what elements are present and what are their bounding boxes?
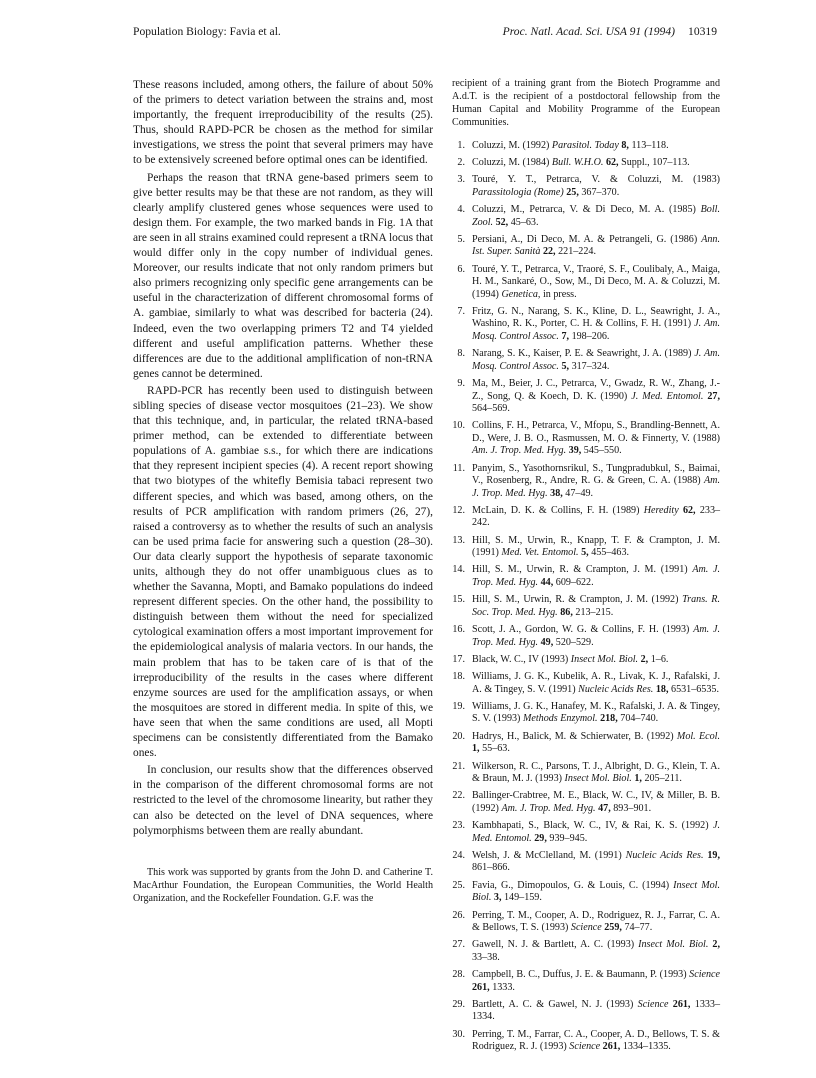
running-title: Population Biology: Favia et al. [133, 25, 281, 38]
reference-item [452, 910, 720, 935]
reference-authors: Coluzzi, M., Petrarca, V. & Di Deco, M. A. (1985) [472, 204, 696, 216]
reference-source: Am. J. Trop. Med. Hyg. [472, 624, 721, 648]
reference-item [452, 850, 720, 875]
reference-pages: 233–242. [472, 504, 721, 529]
reference-number: 17. [452, 653, 465, 665]
reference-number: 29. [452, 998, 465, 1010]
reference-pages: 6531–6535. [671, 683, 719, 695]
reference-source: Parasitol. Today [551, 139, 619, 151]
reference-authors: Welsh, J. & McClelland, M. (1991) [472, 849, 622, 861]
reference-item [452, 820, 720, 845]
reference-pages: 520–529. [555, 636, 594, 648]
reference-pages: 1–6. [650, 653, 669, 665]
reference-number: 18. [452, 671, 465, 683]
reference-item [452, 140, 720, 153]
reference-source: J. Am. Mosq. Control Assoc. [472, 348, 720, 372]
reference-pages: 33–38. [472, 951, 500, 963]
reference-pages: 609–622. [555, 576, 594, 588]
reference-authors: Favia, G., Dimopoulos, G. & Louis, C. (1994) [472, 879, 670, 891]
reference-source: Bull. W.H.O. [551, 156, 604, 168]
reference-volume: 8, [621, 139, 629, 151]
reference-pages: 893–901. [613, 802, 652, 814]
reference-item [452, 157, 720, 170]
reference-number: 13. [452, 534, 465, 546]
reference-volume: 47, [598, 802, 611, 814]
reference-item [452, 701, 720, 726]
reference-item [452, 654, 720, 667]
reference-volume: 25, [566, 186, 579, 198]
reference-number: 28. [452, 969, 465, 981]
reference-pages: 367–370. [581, 186, 620, 198]
reference-authors: Hill, S. M., Urwin, R. & Crampton, J. M. (1992) [472, 594, 679, 606]
reference-volume: 44, [540, 576, 554, 588]
page-number: 10319 [688, 25, 717, 38]
reference-volume: 3, [493, 892, 502, 904]
reference-number: 15. [452, 594, 465, 606]
journal-citation: Proc. Natl. Acad. Sci. USA 91 (1994) [502, 25, 675, 38]
reference-number: 19. [452, 700, 465, 712]
reference-authors: Perring, T. M., Cooper, A. D., Rodriguez, R. J., Farrar, C. A. & Bellows, T. S. (1993) [472, 909, 720, 934]
reference-source: Insect Mol. Biol. [472, 879, 720, 904]
reference-volume: 39, [568, 445, 582, 457]
reference-volume: 38, [550, 487, 563, 499]
reference-number: 11. [452, 462, 465, 474]
reference-pages: 1334–1335. [622, 1041, 671, 1053]
reference-list [452, 140, 720, 1054]
reference-source: Am. J. Trop. Med. Hyg. [501, 802, 596, 814]
reference-authors: Touré, Y. T., Petrarca, V., Traoré, S. F., Coulibaly, A., Maiga, H. M., Sankaré, O., Sow, M., Di Deco, M. A. & Coluzzi, M. (1994) [472, 263, 720, 300]
reference-volume: 27, [707, 390, 720, 402]
reference-volume: 259, [604, 922, 622, 934]
paragraph: In conclusion, our results show that the differences observed in the comparison of the different chromosomal forms are not restricted to the level of the chromosome linearity, but rather they can also be detected on the level of DNA sequences, where polymorphisms between them are really abundant. [133, 764, 433, 837]
reference-pages: 205–211. [644, 773, 682, 785]
reference-item [452, 535, 720, 560]
reference-number: 7. [457, 305, 465, 317]
reference-item [452, 204, 720, 229]
reference-number: 24. [452, 849, 465, 861]
reference-authors: Hadrys, H., Balick, M. & Schierwater, B. (1992) [472, 730, 674, 742]
reference-pages: 545–550. [583, 445, 622, 457]
reference-volume: 86, [560, 606, 573, 618]
reference-number: 5. [457, 233, 465, 245]
reference-number: 14. [452, 564, 465, 576]
reference-item [452, 348, 720, 373]
reference-item [452, 731, 720, 756]
paragraph: RAPD-PCR has recently been used to distinguish between sibling species of disease vector mosquitoes (21–23). We show that this technique, and, in particular, the related tRNA-based primer method, can be extended to differentiate between populations of A. gambiae s.s., for which there are indications that they represent incipient species (4). A recent report showing that two biotypes of the whitefly Bemisia tabaci represent two different species, and which was based, among others, on the results of PCR amplification with random primers (26, 27), raised a controversy as to whether the results of such an analysis can be used prima facie for answering such a question (28–30). Our data clearly support the hypothesis of separate taxonomic units, although they do not offer unambiguous clues as to whether the Savanna, Mopti, and Bamako populations do indeed represent different species. On the other hand, the possibility to distinguish between them without the need for specialized cytological examination offers a most important improvement for the epidemiological analysis of malaria vectors. In our hands, the main problem that has to be taken care of is that of the irreproducibility of the results in the cases where different enzyme sources are used for the amplification assays, or when the mosquitoes are stored in different media. In spite of this, we have seen that when the same conditions are used, all Mopti specimens can be consistently differentiated from the Bamako ones. [133, 384, 433, 760]
reference-authors: Touré, Y. T., Petrarca, V. & Coluzzi, M. (1983) [472, 174, 720, 186]
reference-item [452, 790, 720, 815]
reference-authors: Fritz, G. N., Narang, S. K., Kline, D. L., Seawright, J. A., Washino, R. K., Porter, C. H. & Collins, F. H. (1991) [472, 305, 720, 330]
reference-number: 21. [452, 760, 465, 772]
reference-number: 12. [452, 504, 465, 516]
reference-item [452, 999, 720, 1024]
reference-number: 3. [457, 174, 465, 186]
reference-pages: 45–63. [510, 216, 539, 228]
reference-item [452, 420, 720, 458]
reference-pages: 55–63. [482, 743, 510, 755]
reference-number: 20. [452, 730, 465, 742]
reference-source: Ann. Ist. Super. Sanità [472, 233, 720, 258]
left-column [133, 78, 433, 905]
reference-authors: Collins, F. H., Petrarca, V., Mfopu, S., Brandling-Bennett, A. D., Were, J. B. O., Rasmussen, M. O. & Finnerty, V. (1988) [472, 420, 720, 444]
reference-authors: Scott, J. A., Gordon, W. G. & Collins, F. H. (1993) [472, 624, 690, 636]
reference-source: Nucleic Acids Res. [578, 683, 654, 695]
reference-number: 23. [452, 820, 465, 832]
reference-pages: 317–324. [571, 360, 610, 372]
reference-number: 4. [457, 204, 465, 216]
page-header [133, 24, 717, 40]
reference-authors: Coluzzi, M. (1992) [472, 139, 550, 151]
reference-source: Insect Mol. Biol. [564, 773, 632, 785]
reference-source: Am. J. Trop. Med. Hyg. [472, 564, 720, 588]
reference-item [452, 234, 720, 259]
reference-source: Mol. Ecol. [676, 730, 720, 742]
reference-source: Methods Enzymol. [522, 713, 598, 725]
reference-source: Science [569, 1041, 601, 1053]
reference-item [452, 463, 720, 501]
reference-volume: 261, [672, 998, 691, 1010]
reference-authors: Persiani, A., Di Deco, M. A. & Petrangeli, G. (1986) [472, 233, 698, 245]
reference-volume: 49, [540, 636, 554, 648]
reference-item [452, 880, 720, 905]
reference-volume: 29, [534, 832, 547, 844]
reference-authors: Perring, T. M., Farrar, C. A., Cooper, A. D., Bellows, T. S. & Rodriguez, R. J. (1993) [472, 1028, 720, 1053]
reference-pages: 455–463. [591, 547, 630, 559]
reference-number: 22. [452, 790, 465, 802]
acknowledgment: This work was supported by grants from the John D. and Catherine T. MacArthur Foundation, the European Communities, the World Health Organization, and the Rockefeller Foundation. G.F. was the [133, 866, 433, 904]
reference-volume: 62, [605, 156, 619, 168]
reference-volume: 62, [682, 504, 696, 516]
reference-number: 27. [452, 939, 465, 951]
reference-authors: Kambhapati, S., Black, W. C., IV, & Rai, K. S. (1992) [472, 820, 709, 832]
reference-source: J. Med. Entomol. [631, 390, 704, 402]
reference-pages: 198–206. [571, 330, 610, 342]
reference-item [452, 174, 720, 199]
reference-authors: Ballinger-Crabtree, M. E., Black, W. C., IV, & Miller, B. B. (1992) [472, 790, 720, 814]
reference-source: J. Am. Mosq. Control Assoc. [472, 318, 720, 342]
right-column [452, 78, 720, 1059]
reference-authors: McLain, D. K. & Collins, F. H. (1989) [472, 504, 640, 516]
reference-item [452, 505, 720, 530]
reference-source: Nucleic Acids Res. [625, 849, 704, 861]
reference-number: 1. [457, 139, 465, 151]
reference-number: 6. [457, 263, 465, 275]
reference-volume: 261, [602, 1041, 621, 1053]
reference-number: 10. [452, 420, 465, 432]
reference-pages: 564–569. [472, 403, 510, 414]
reference-number: 25. [452, 879, 465, 891]
reference-volume: 1, [472, 743, 480, 755]
reference-number: 16. [452, 624, 465, 636]
reference-source: Parassitologia (Rome) [472, 186, 564, 198]
reference-volume: 2, [712, 939, 720, 951]
reference-item [452, 671, 720, 696]
reference-volume: 2, [640, 653, 649, 665]
reference-source: J. Med. Entomol. [472, 820, 720, 844]
reference-source: Heredity [643, 504, 679, 516]
reference-pages: 1333–1334. [472, 998, 720, 1023]
reference-volume: 261, [472, 981, 490, 993]
reference-volume: 1, [634, 773, 642, 785]
reference-number: 2. [457, 156, 465, 168]
reference-source: Science [637, 998, 669, 1010]
reference-item [452, 761, 720, 786]
reference-volume: 7, [561, 330, 570, 342]
reference-number: 30. [452, 1028, 465, 1040]
reference-authors: Ma, M., Beier, J. C., Petrarca, V., Gwadz, R. W., Zhang, J.-Z., Song, Q. & Koech, D. K. (1990) [472, 378, 720, 402]
reference-authors: Gawell, N. J. & Bartlett, A. C. (1993) [472, 939, 635, 951]
reference-pages: 74–77. [624, 922, 653, 934]
reference-item [452, 1029, 720, 1054]
reference-authors: Hill, S. M., Urwin, R. & Crampton, J. M. (1991) [472, 564, 688, 576]
reference-authors: Williams, J. G. K., Kubelik, A. R., Livak, K. J., Rafalski, J. A. & Tingey, S. V. (1991) [472, 671, 720, 695]
reference-source: Am. J. Trop. Med. Hyg. [472, 475, 720, 499]
reference-number: 26. [452, 909, 465, 921]
reference-pages: 213–215. [575, 606, 614, 618]
reference-authors: Bartlett, A. C. & Gawel, N. J. (1993) [472, 998, 634, 1010]
reference-pages: Suppl., 107–113. [621, 156, 690, 168]
reference-pages: 221–224. [558, 246, 596, 258]
reference-pages: in press. [542, 288, 577, 300]
reference-volume: 5, [561, 360, 570, 372]
reference-authors: Williams, J. G. K., Hanafey, M. K., Rafalski, J. A. & Tingey, S. V. (1993) [472, 700, 720, 725]
reference-pages: 149–159. [504, 892, 542, 904]
reference-volume: 19, [707, 849, 720, 861]
acknowledgment-continued: recipient of a training grant from the Biotech Programme and A.d.T. is the recipient of a postdoctoral fellowship from the Human Capital and Mobility Programme of the European Communities. [452, 78, 720, 128]
reference-volume: 5, [581, 547, 589, 559]
reference-source: Insect Mol. Biol. [638, 939, 709, 951]
reference-item [452, 624, 720, 649]
reference-source: Am. J. Trop. Med. Hyg. [472, 445, 567, 457]
reference-pages: 861–866. [472, 862, 510, 874]
reference-pages: 1333. [492, 981, 515, 993]
reference-pages: 113–118. [631, 139, 669, 151]
reference-item [452, 969, 720, 994]
reference-item [452, 564, 720, 589]
reference-authors: Black, W. C., IV (1993) [472, 653, 569, 665]
reference-source: Genetica, [501, 288, 541, 300]
reference-number: 8. [457, 348, 465, 360]
reference-source: Boll. Zool. [472, 204, 720, 228]
reference-source: Insect Mol. Biol. [570, 653, 639, 665]
reference-authors: Wilkerson, R. C., Parsons, T. J., Albright, D. G., Klein, T. A. & Braun, M. J. (1993) [472, 760, 720, 785]
reference-authors: Hill, S. M., Urwin, R., Knapp, T. F. & Crampton, J. M. (1991) [472, 534, 720, 559]
reference-volume: 22, [542, 246, 556, 258]
reference-pages: 47–49. [565, 487, 594, 499]
reference-volume: 18, [655, 683, 669, 695]
paragraph: These reasons included, among others, the failure of about 50% of the primers to detect variation between the strains and, most importantly, the frequent irreproducibility of the results (25). Thus, should RAPD-PCR be chosen as the method for similar investigations, we stress the point that several primers may have to be extensively screened before optimal ones can be identified. [133, 79, 433, 167]
reference-source: Trans. R. Soc. Trop. Med. Hyg. [472, 594, 720, 618]
reference-authors: Campbell, B. C., Duffus, J. E. & Baumann, P. (1993) [472, 969, 687, 981]
reference-item [452, 378, 720, 416]
reference-source: Science [570, 922, 602, 934]
reference-source: Med. Vet. Entomol. [501, 547, 579, 559]
reference-number: 9. [457, 378, 465, 389]
reference-pages: 939–945. [549, 832, 588, 844]
paragraph: Perhaps the reason that tRNA gene-based primers seem to give better results may be that these are not random, as they will clearly amplify clustered genes whose sequences were used to design them. For example, the two marked bands in Fig. 1A that are seen in all strains examined could represent a tRNA locus that would differ only in the copy number of individual genes. Moreover, our results indicate that not only random primers but also primers recognizing only specific gene arrangements can be useful in the characterization of different chromosomal forms of A. gambiae, similarly to what was described for bacteria (24). Indeed, even the two overlapping primers T2 and T4 yielded different and useful amplification patterns. Whether these differences are due to the additional amplification of non-tRNA genes cannot be determined. [133, 171, 433, 380]
reference-item [452, 939, 720, 964]
reference-source: Science [689, 969, 720, 981]
reference-volume: 218, [600, 713, 618, 725]
reference-pages: 704–740. [620, 713, 659, 725]
reference-authors: Narang, S. K., Kaiser, P. E. & Seawright, J. A. (1989) [472, 348, 692, 360]
reference-item [452, 306, 720, 344]
reference-authors: Panyim, S., Yasothornsrikul, S., Tungpradubkul, S., Baimai, V., Rosenberg, R., Andre, R. G. & Green, C. A. (1988) [472, 462, 720, 487]
reference-item [452, 594, 720, 619]
reference-item [452, 264, 720, 302]
reference-authors: Coluzzi, M. (1984) [472, 156, 550, 168]
reference-volume: 52, [495, 216, 509, 228]
